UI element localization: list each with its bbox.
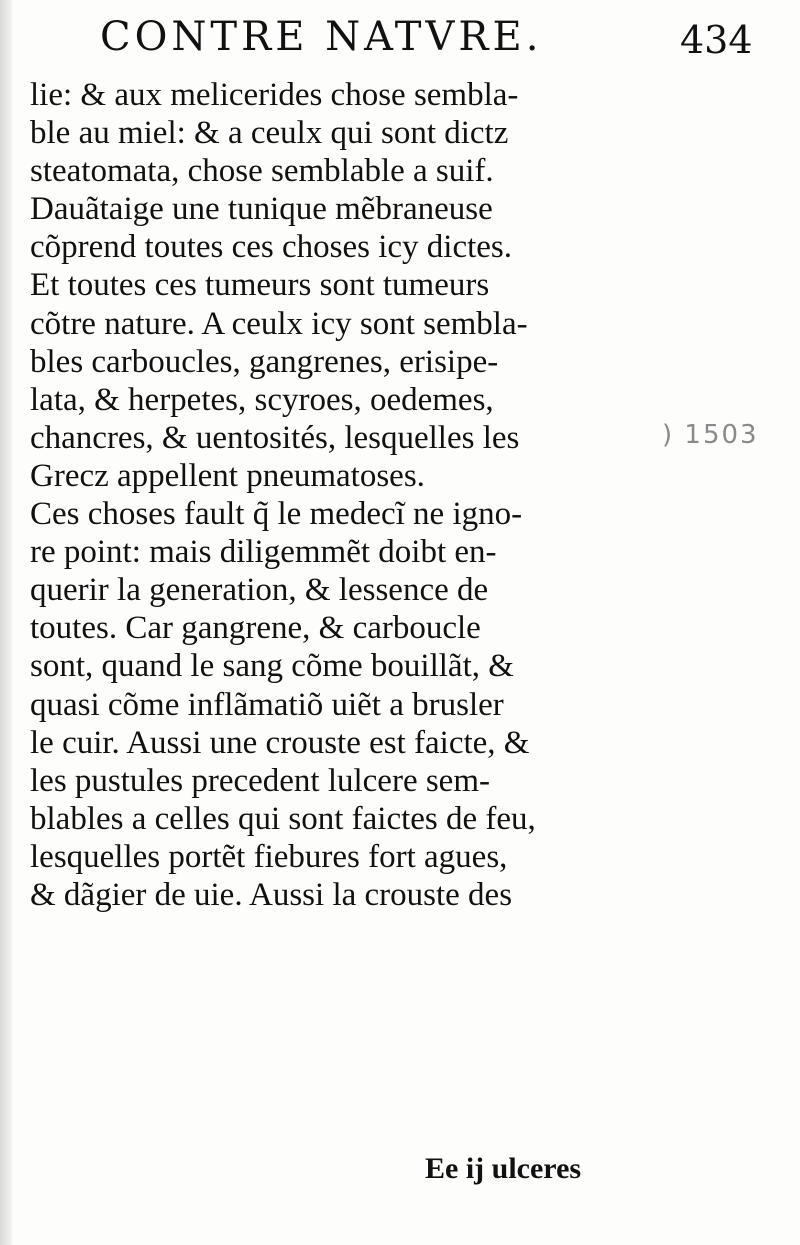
text-line: le cuir. Aussi une crouste est faicte, & (30, 724, 530, 761)
text-line: quasi cõme inflãmatiõ uiẽt a brusler (30, 686, 504, 723)
body-text (30, 76, 650, 914)
text-line: Grecz appellent pneumatoses. (30, 457, 425, 494)
text-line: les pustules precedent lulcere sem- (30, 762, 490, 799)
page-header (0, 10, 800, 70)
running-title: CONTRE NATVRE. (100, 14, 543, 60)
signature-catchword: Ee ij ulceres (425, 1152, 582, 1185)
text-line: toutes. Car gangrene, & carboucle (30, 610, 481, 647)
text-line: querir la generation, & lessence de (30, 572, 489, 609)
text-line: lesquelles portẽt fiebures fort agues, (30, 838, 508, 875)
page-number: 434 (680, 18, 753, 62)
page-gutter-shadow (0, 0, 12, 1245)
text-line: lie: & aux melicerides chose sembla- (30, 77, 519, 113)
text-line: cõtre nature. A ceulx icy sont sembla- (30, 305, 528, 342)
text-line: lata, & herpetes, scyroes, oedemes, (30, 381, 494, 418)
text-line: steatomata, chose semblable a suif. (30, 153, 494, 190)
text-line: & dãgier de uie. Aussi la crouste des (30, 876, 513, 913)
text-line: bles carboucles, gangrenes, erisipe- (30, 343, 499, 380)
text-line: ble au miel: & a ceulx qui sont dictz (30, 115, 509, 152)
text-line: cõprend toutes ces choses icy dictes. (30, 229, 513, 266)
text-line: Et toutes ces tumeurs sont tumeurs (30, 267, 490, 304)
text-line: re point: mais diligemmẽt doibt en- (30, 534, 497, 571)
text-line: chancres, & uentosités, lesquelles les (30, 419, 520, 456)
text-line: blables a celles qui sont faictes de feu, (30, 800, 536, 837)
margin-annotation: ) 1503 (662, 420, 759, 450)
text-line: sont, quand le sang cõme bouillãt, & (30, 648, 514, 685)
text-line: Ces choses fault q̃ le medecĩ ne igno- (30, 496, 523, 533)
text-line: Dauãtaige une tunique mẽbraneuse (30, 191, 493, 228)
